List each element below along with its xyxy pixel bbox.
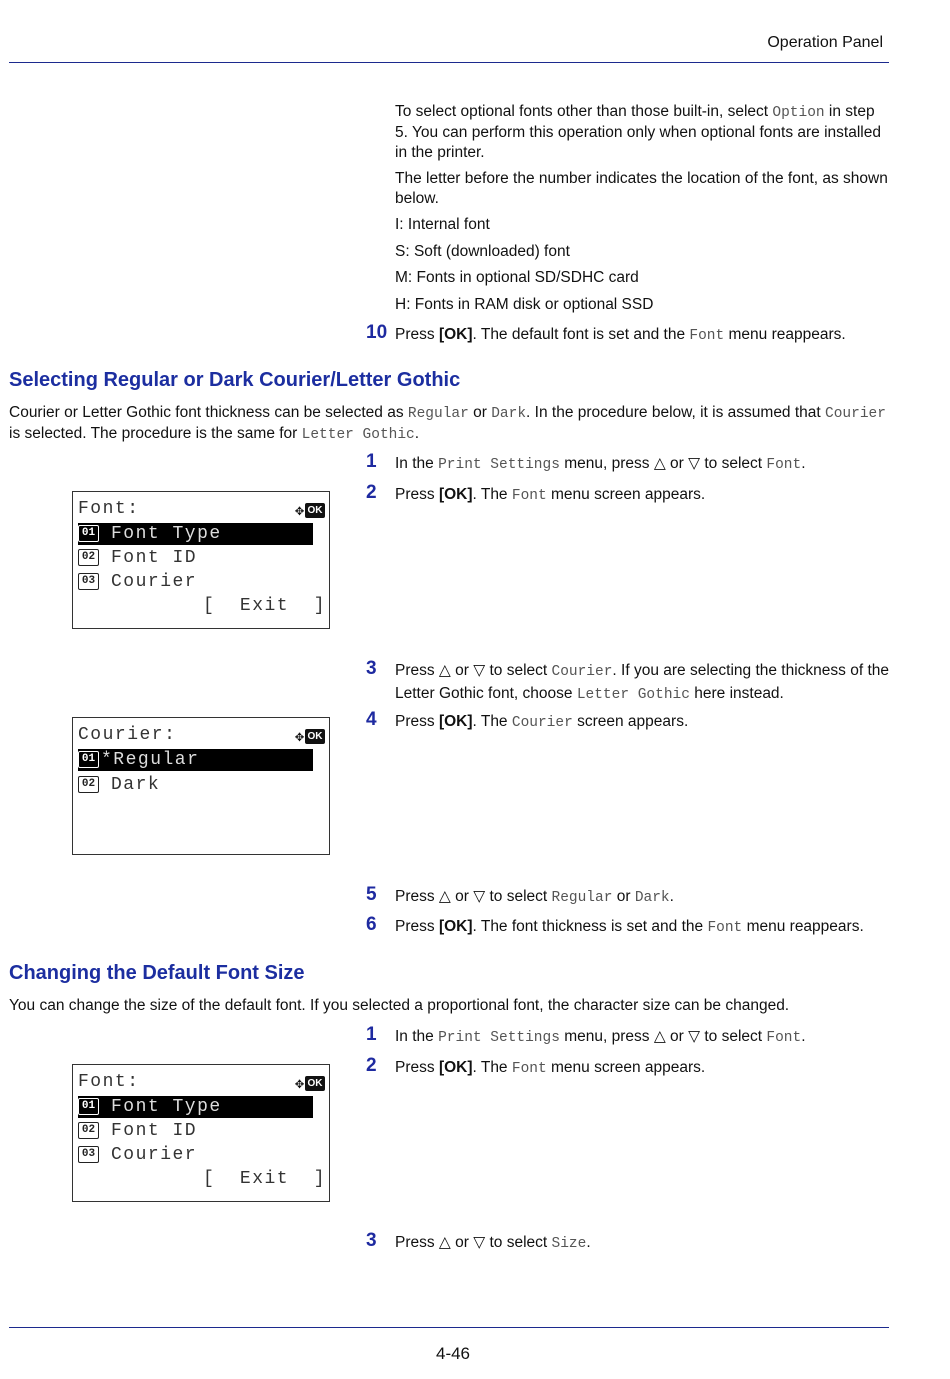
step-number: 1 (366, 1024, 377, 1045)
location-sd-card: M: Fonts in optional SD/SDHC card (395, 269, 639, 286)
step-number: 3 (366, 658, 377, 679)
optional-fonts-note: To select optional fonts other than those built-in, select Option in step 5. You can perform this operation only when optional fonts are installed in the printer. (395, 103, 881, 161)
lcd-row-selected: 01 Font Type (78, 523, 313, 545)
footer-rule (9, 1327, 889, 1328)
ok-icon: OK (305, 1076, 325, 1091)
step-text: In the Print Settings menu, press △ or ▽ to select Font. (395, 1028, 806, 1046)
lcd-font-menu (72, 491, 330, 629)
lcd-exit: [ Exit ] (203, 1169, 327, 1189)
lcd-row-selected: 01 *Regular (78, 749, 313, 771)
section-heading: Changing the Default Font Size (9, 962, 305, 984)
step-number: 5 (366, 884, 377, 905)
step-text: Press △ or ▽ to select Regular or Dark. (395, 888, 674, 906)
ok-icon: OK (305, 729, 325, 744)
header-rule (9, 62, 889, 63)
step-text: Press [OK]. The default font is set and the Font menu reappears. (395, 326, 846, 344)
location-ram-ssd: H: Fonts in RAM disk or optional SSD (395, 296, 654, 313)
step-number: 3 (366, 1230, 377, 1251)
location-internal: I: Internal font (395, 216, 490, 233)
step-number: 10 (366, 322, 388, 343)
section-heading: Selecting Regular or Dark Courier/Letter Gothic (9, 369, 461, 391)
font-location-note: The letter before the number indicates the location of the font, as shown below. (395, 170, 888, 207)
section-intro: You can change the size of the default font. If you selected a proportional font, the character size can be changed. (9, 997, 790, 1014)
step-text: Press [OK]. The font thickness is set and the Font menu reappears. (395, 918, 864, 936)
step-number: 4 (366, 709, 377, 730)
lcd-exit: [ Exit ] (203, 596, 327, 616)
step-text: Press [OK]. The Font menu screen appears. (395, 1059, 706, 1077)
move-cross-icon: ✥ (294, 503, 304, 520)
location-soft: S: Soft (downloaded) font (395, 243, 570, 260)
lcd-nav-indicator (295, 1074, 325, 1091)
lcd-title: Font: (78, 499, 140, 519)
lcd-nav-indicator (295, 727, 325, 744)
step-text: Press [OK]. The Font menu screen appears. (395, 486, 706, 504)
move-cross-icon: ✥ (294, 1076, 304, 1093)
lcd-row: 02 Font ID (78, 547, 197, 569)
lcd-courier-menu (72, 717, 330, 855)
lcd-row: 02 Dark (78, 774, 160, 796)
step-text: Press △ or ▽ to select Size. (395, 1234, 591, 1252)
lcd-title: Courier: (78, 725, 177, 745)
step-text: Press △ or ▽ to select Courier. If you are selecting the thickness of the Letter Gothic font, choose Letter Gothic here instead. (395, 662, 889, 703)
lcd-row: 03 Courier (78, 571, 197, 593)
lcd-row-selected: 01 Font Type (78, 1096, 313, 1118)
step-number: 1 (366, 451, 377, 472)
step-text: Press [OK]. The Courier screen appears. (395, 713, 689, 731)
page-number: 4-46 (435, 1344, 471, 1363)
lcd-title: Font: (78, 1072, 140, 1092)
lcd-nav-indicator (295, 501, 325, 518)
running-header: Operation Panel (767, 34, 883, 51)
move-cross-icon: ✥ (294, 729, 304, 746)
step-number: 6 (366, 914, 377, 935)
lcd-row: 02 Font ID (78, 1120, 197, 1142)
lcd-row: 03 Courier (78, 1144, 197, 1166)
step-number: 2 (366, 1055, 377, 1076)
ok-icon: OK (305, 503, 325, 518)
step-text: In the Print Settings menu, press △ or ▽ to select Font. (395, 455, 806, 473)
lcd-font-menu (72, 1064, 330, 1202)
section-intro: Courier or Letter Gothic font thickness can be selected as Regular or Dark. In the procedure below, it is assumed that Courier is selected. The procedure is the same for Letter Gothic. (9, 404, 886, 443)
step-number: 2 (366, 482, 377, 503)
